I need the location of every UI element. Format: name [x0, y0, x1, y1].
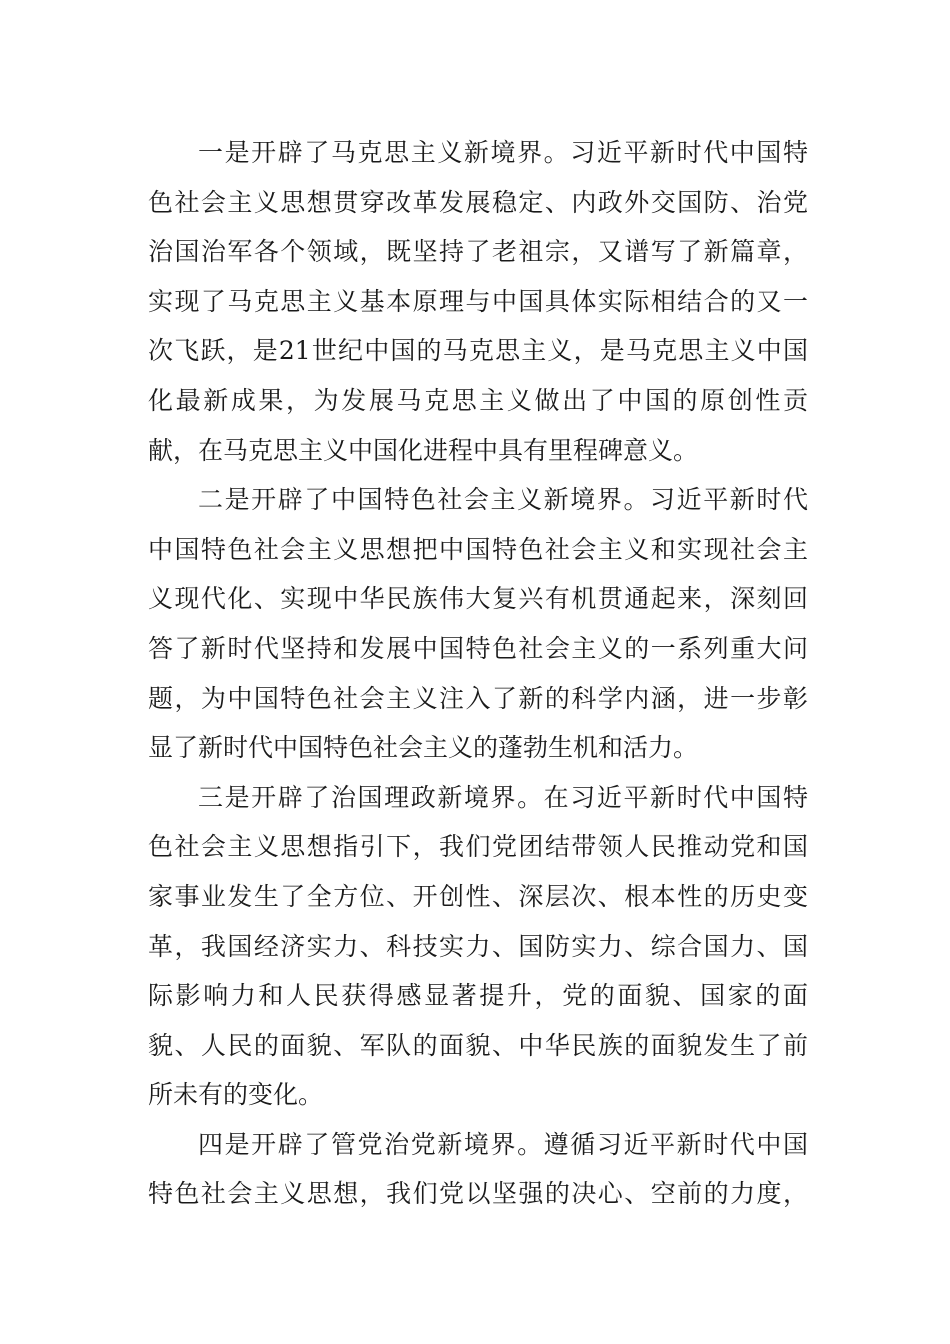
- document-body: [148, 128, 808, 1219]
- text-line: 答了新时代坚持和发展中国特色社会主义的一系列重大问: [148, 633, 808, 663]
- text-line: 二是开辟了中国特色社会主义新境界。习近平新时代: [198, 485, 808, 515]
- paragraph-1: [148, 128, 808, 475]
- text-line: 所未有的变化。: [148, 1080, 324, 1110]
- paragraph-2: [148, 475, 808, 773]
- text-line: 义现代化、实现中华民族伟大复兴有机贯通起来，深刻回: [148, 584, 808, 614]
- text-line: 中国特色社会主义思想把中国特色社会主义和实现社会主: [148, 534, 808, 564]
- text-line: 治国治军各个领域，既坚持了老祖宗，又谱写了新篇章，: [148, 237, 808, 267]
- paragraph-4: [148, 1120, 808, 1219]
- text-line: 献，在马克思主义中国化进程中具有里程碑意义。: [148, 435, 699, 465]
- text-line: 际影响力和人民获得感显著提升，党的面貌、国家的面: [148, 981, 808, 1011]
- text-line: 一是开辟了马克思主义新境界。习近平新时代中国特: [198, 138, 808, 167]
- text-line: 貌、人民的面貌、军队的面貌、中华民族的面貌发生了前: [148, 1030, 808, 1060]
- paragraph-3: [148, 773, 808, 1120]
- text-line: 显了新时代中国特色社会主义的蓬勃生机和活力。: [148, 733, 699, 763]
- text-line: 次飞跃，是21世纪中国的马克思主义，是马克思主义中国: [148, 336, 808, 366]
- text-line: 实现了马克思主义基本原理与中国具体实际相结合的又一: [148, 286, 808, 316]
- text-line: 题，为中国特色社会主义注入了新的科学内涵，进一步彰: [148, 683, 808, 713]
- text-line: 化最新成果，为发展马克思主义做出了中国的原创性贡: [148, 385, 808, 415]
- text-line: 特色社会主义思想，我们党以坚强的决心、空前的力度，: [148, 1179, 808, 1209]
- text-line: 四是开辟了管党治党新境界。遵循习近平新时代中国: [198, 1129, 808, 1159]
- text-line: 革，我国经济实力、科技实力、国防实力、综合国力、国: [148, 931, 808, 961]
- text-line: 三是开辟了治国理政新境界。在习近平新时代中国特: [198, 782, 808, 812]
- text-line: 家事业发生了全方位、开创性、深层次、根本性的历史变: [148, 881, 808, 911]
- text-line: 色社会主义思想指引下，我们党团结带领人民推动党和国: [148, 832, 808, 862]
- text-line: 色社会主义思想贯穿改革发展稳定、内政外交国防、治党: [148, 187, 808, 217]
